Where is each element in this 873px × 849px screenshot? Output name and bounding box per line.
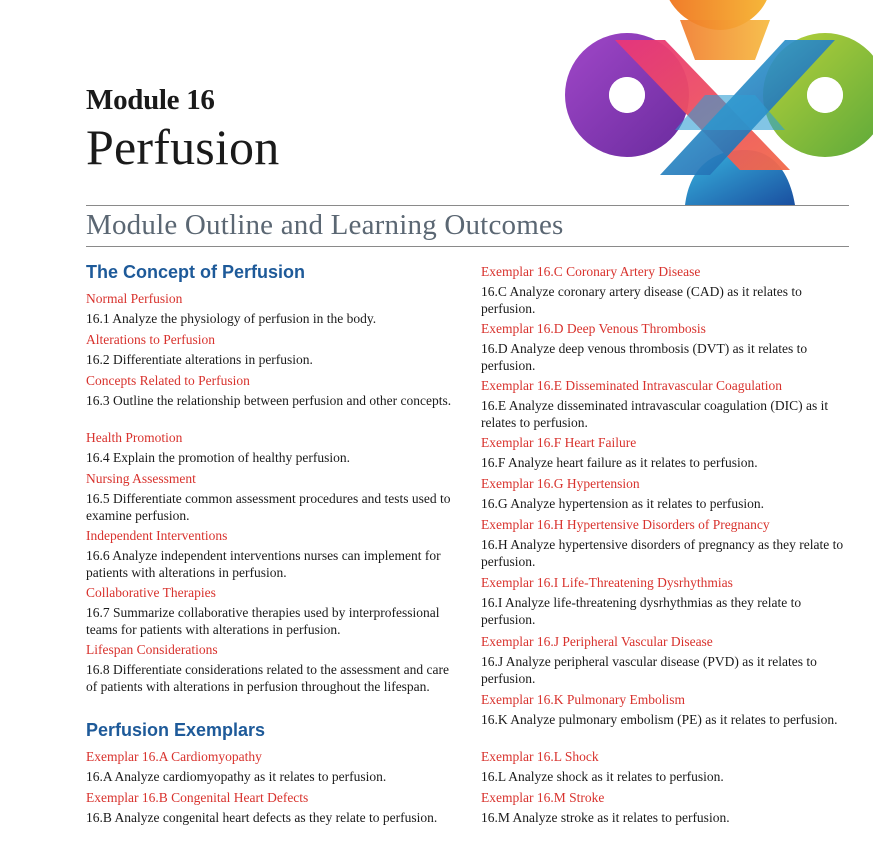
- outcome-text: 16.7 Summarize collaborative therapies used by interprofessional teams for patients with alterations in perfusion.: [86, 605, 440, 637]
- exemplars-section-heading: Perfusion Exemplars: [86, 720, 266, 740]
- exemplar-text: 16.F Analyze heart failure as it relates to perfusion.: [481, 455, 758, 470]
- exemplar-heading: Exemplar 16.F Heart Failure: [481, 435, 637, 450]
- outcome-heading: Lifespan Considerations: [86, 642, 218, 657]
- exemplar-heading: Exemplar 16.B Congenital Heart Defects: [86, 790, 309, 805]
- module-title: Perfusion: [86, 119, 280, 175]
- exemplar-text: 16.A Analyze cardiomyopathy as it relates to perfusion.: [86, 769, 387, 784]
- exemplar-text: 16.H Analyze hypertensive disorders of pregnancy as they relate to perfusion.: [481, 537, 844, 569]
- outcome-text: 16.6 Analyze independent interventions nurses can implement for patients with alterations in perfusion.: [86, 548, 441, 580]
- outcome-text: 16.4 Explain the promotion of healthy perfusion.: [86, 450, 350, 465]
- exemplar-heading: Exemplar 16.E Disseminated Intravascular Coagulation: [481, 378, 783, 393]
- header-divider-top: [86, 205, 849, 206]
- exemplar-text: 16.M Analyze stroke as it relates to perfusion.: [481, 810, 730, 825]
- exemplar-heading: Exemplar 16.K Pulmonary Embolism: [481, 692, 685, 707]
- module-number-label: Module 16: [86, 84, 215, 116]
- exemplar-heading: Exemplar 16.L Shock: [481, 749, 599, 764]
- outcome-heading: Health Promotion: [86, 430, 183, 445]
- exemplar-heading: Exemplar 16.D Deep Venous Thrombosis: [481, 321, 706, 336]
- outcome-text: 16.2 Differentiate alterations in perfusion.: [86, 352, 313, 367]
- exemplar-text: 16.G Analyze hypertension as it relates to perfusion.: [481, 496, 765, 511]
- outcome-text: 16.1 Analyze the physiology of perfusion in the body.: [86, 311, 377, 326]
- outcome-heading: Normal Perfusion: [86, 291, 183, 306]
- outcome-heading: Concepts Related to Perfusion: [86, 373, 250, 388]
- exemplar-text: 16.K Analyze pulmonary embolism (PE) as it relates to perfusion.: [481, 712, 838, 727]
- outline-heading: Module Outline and Learning Outcomes: [86, 209, 564, 241]
- exemplar-heading: Exemplar 16.I Life-Threatening Dysrhythmias: [481, 575, 733, 590]
- interlaced-knot-logo-icon: [555, 0, 873, 205]
- exemplar-text: 16.E Analyze disseminated intravascular coagulation (DIC) as it relates to perfusion.: [481, 398, 829, 430]
- outcome-heading: Independent Interventions: [86, 528, 228, 543]
- exemplar-text: 16.L Analyze shock as it relates to perfusion.: [481, 769, 724, 784]
- exemplar-heading: Exemplar 16.G Hypertension: [481, 476, 640, 491]
- outcome-text: 16.8 Differentiate considerations related to the assessment and care of patients with alterations in perfusion throughout the lifespan.: [86, 662, 449, 694]
- concept-section-heading: The Concept of Perfusion: [86, 262, 306, 282]
- exemplar-text: 16.D Analyze deep venous thrombosis (DVT) as it relates to perfusion.: [481, 341, 808, 373]
- header-divider-bottom: [86, 246, 849, 247]
- outcome-heading: Collaborative Therapies: [86, 585, 216, 600]
- exemplar-text: 16.B Analyze congenital heart defects as they relate to perfusion.: [86, 810, 438, 825]
- exemplar-heading: Exemplar 16.J Peripheral Vascular Disease: [481, 634, 713, 649]
- outcome-heading: Nursing Assessment: [86, 471, 196, 486]
- outcome-text: 16.5 Differentiate common assessment procedures and tests used to examine perfusion.: [86, 491, 451, 523]
- exemplar-heading: Exemplar 16.H Hypertensive Disorders of Pregnancy: [481, 517, 770, 532]
- exemplar-heading: Exemplar 16.C Coronary Artery Disease: [481, 264, 701, 279]
- exemplar-heading: Exemplar 16.A Cardiomyopathy: [86, 749, 262, 764]
- outcome-text: 16.3 Outline the relationship between perfusion and other concepts.: [86, 393, 452, 408]
- outcome-heading: Alterations to Perfusion: [86, 332, 215, 347]
- exemplar-text: 16.J Analyze peripheral vascular disease (PVD) as it relates to perfusion.: [481, 654, 817, 686]
- exemplar-heading: Exemplar 16.M Stroke: [481, 790, 605, 805]
- exemplar-text: 16.I Analyze life-threatening dysrhythmias as they relate to perfusion.: [481, 595, 802, 627]
- exemplar-text: 16.C Analyze coronary artery disease (CAD) as it relates to perfusion.: [481, 284, 802, 316]
